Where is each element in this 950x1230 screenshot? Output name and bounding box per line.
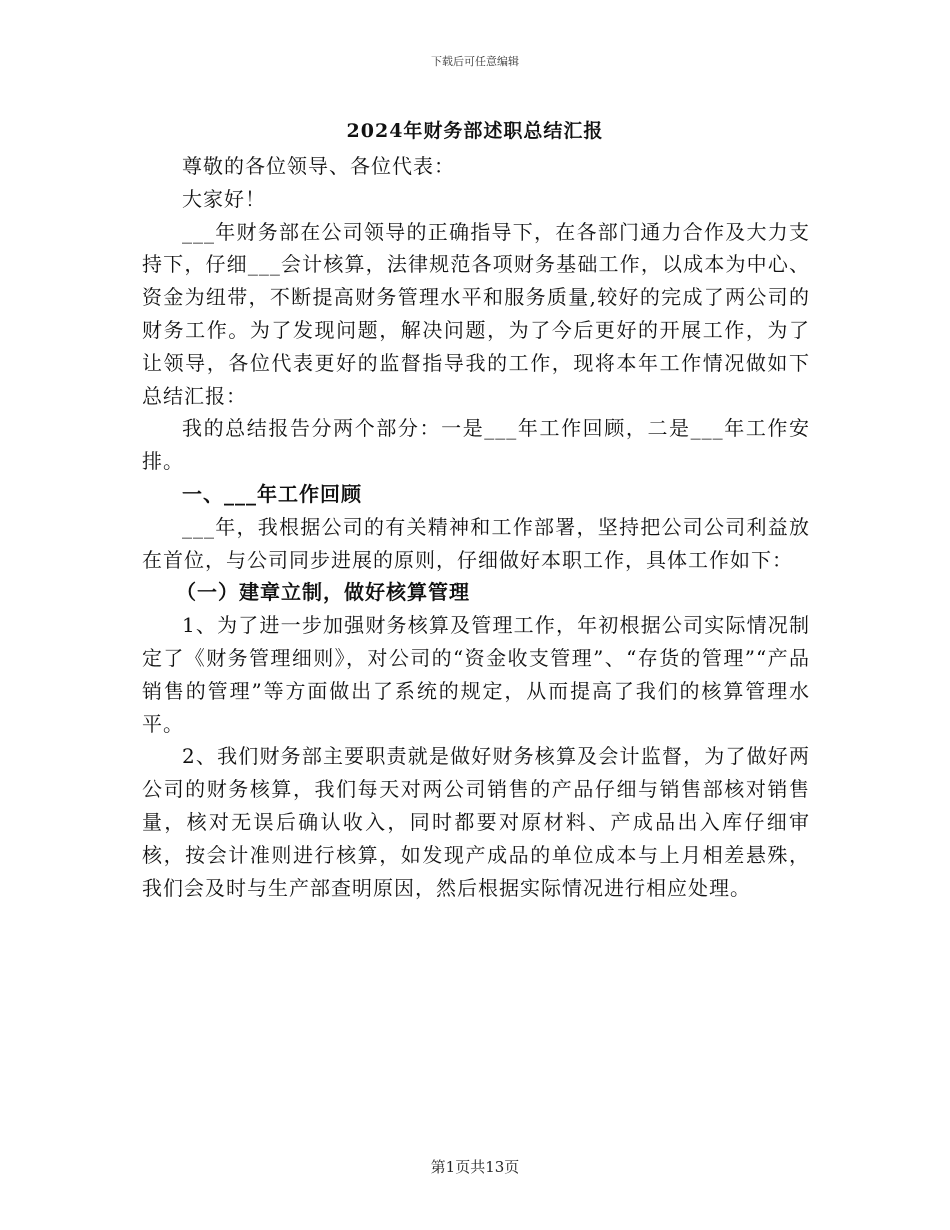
salutation: 尊敬的各位领导、各位代表：	[182, 154, 455, 178]
page-header-note: 下载后可任意编辑	[431, 55, 519, 68]
section-heading: 一、___年工作回顾	[182, 481, 362, 506]
body-paragraph: 我的总结报告分两个部分：一是___年工作回顾，二是___年工作安排。	[142, 416, 810, 474]
subsection-heading: （一）建章立制，做好核算管理	[176, 580, 470, 605]
document-body	[142, 150, 810, 904]
body-paragraph: ___年财务部在公司领导的正确指导下，在各部门通力合作及大力支持下，仔细___会计核算，法律规范各项财务基础工作，以成本为中心、资金为纽带，不断提高财务管理水平和服务质量,较好的完成了两公司的财务工作。为了发现问题，解决问题，为了今后更好的开展工作，为了让领导，各位代表更好的监督指导我的工作，现将本年工作情况做如下总结汇报：	[142, 219, 810, 408]
body-paragraph: ___年，我根据公司的有关精神和工作部署，坚持把公司公司利益放在首位，与公司同步进展的原则，仔细做好本职工作，具体工作如下：	[142, 514, 810, 572]
page-number: 第1页共13页	[430, 1158, 520, 1176]
greeting: 大家好！	[182, 186, 266, 211]
body-paragraph: 2、我们财务部主要职责就是做好财务核算及会计监督，为了做好两公司的财务核算，我们每天对两公司销售的产品仔细与销售部核对销售量，核对无误后确认收入，同时都要对原材料、产成品出入库仔细审核，按会计准则进行核算，如发现产成品的单位成本与上月相差悬殊，我们会及时与生产部查明原因，然后根据实际情况进行相应处理。	[142, 744, 810, 900]
body-paragraph: 1、为了进一步加强财务核算及管理工作，年初根据公司实际情况制定了《财务管理细则》，对公司的“资金收支管理”、“存货的管理”“产品销售的管理”等方面做出了系统的规定，从而提高了我们的核算管理水平。	[142, 613, 810, 736]
document-title: 2024年财务部述职总结汇报	[346, 120, 604, 142]
